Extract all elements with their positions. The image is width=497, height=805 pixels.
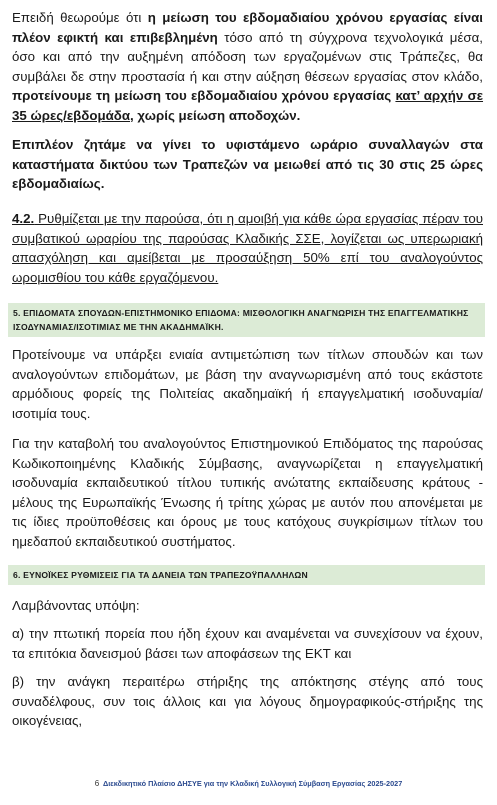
paragraph-reduction-working-time: Επειδή θεωρούμε ότι η μείωση του εβδομαδιαίου χρόνου εργασίας είναι πλέον εφικτή και επιβεβλημένη τόσο από τη σύγχρονα τεχνολογικά μέσα, όσο και από την αυξημένη απόδοση των εργαζομένων στις Τράπεζες, θα συμβάλει δε στην προστασία ή και στην αύξηση θέσεων εργασίας στον κλάδο, προτείνουμε τη μείωση του εβδομαδιαίου χρόνου εργασίας κατ’ αρχήν σε 35 ώρες/εβδομάδα, χωρίς μείωση αποδοχών. <box>12 10 484 123</box>
paragraph-section6-intro: Λαμβάνοντας υπόψη: <box>12 598 140 613</box>
paragraph-transaction-hours: Επιπλέον ζητάμε να γίνει το υφιστάμενο ωράριο συναλλαγών στα καταστήματα δικτύου των Τραπεζών να μειωθεί από τις 30 στις 25 ώρες εβδομαδιαίως. <box>12 137 483 191</box>
paragraph-section6-a: α) την πτωτική πορεία που ήδη έχουν και αναμένεται να συνεχίσουν να έχουν, τα επιτόκια δανεισμού βάσει των αποφάσεων της ΕΚΤ και <box>12 626 483 661</box>
page-number: 6 <box>94 779 100 788</box>
section-header-6: 6. ΕΥΝΟΪΚΕΣ ΡΥΘΜΙΣΕΙΣ ΓΙΑ ΤΑ ΔΑΝΕΙΑ ΤΩΝ ΤΡΑΠΕΖΟΫΠΑΛΛΗΛΩΝ <box>8 565 485 585</box>
paragraph-section5-1: Προτείνουμε να υπάρξει ενιαία αντιμετώπιση των τίτλων σπουδών και των αναλογούντων επιδομάτων, με βάση την αναγνωρισμένη από τους εκάστοτε αρμόδιους φορείς της Πολιτείας ακαδημαϊκή ή επαγγελματική ισοδυναμία/ισοτιμία τους. <box>12 347 483 421</box>
paragraph-overtime: 4.2. Ρυθμίζεται με την παρούσα, ότι η αμοιβή για κάθε ώρα εργασίας πέραν του συμβατικού ωραρίου της παρούσας Κλαδικής ΣΣΕ, λογίζεται ως υπερωριακή απασχόληση και αμείβεται με προσαύξηση 50% επί του αναλογούντος ωρομισθίου του κάθε εργαζόμενου. <box>12 211 483 285</box>
page-footer <box>0 779 497 788</box>
paragraph-section5-2: Για την καταβολή του αναλογούντος Επιστημονικού Επιδόματος της παρούσας Κωδικοποιημένης Κλαδικής Σύμβασης, αναγνωρίζεται η επαγγελματική ισοδυναμία εκπαιδευτικού τίτλου τυπικής ανώτατης εκπαίδευσης κράτους - μέλους της Ευρωπαϊκής Ένωσης ή τρίτης χώρας με αυτόν που απονέμεται με τις ίδιες προϋποθέσεις και όρους με τους κατόχους συγκρίσιμων τίτλων του ημεδαπού εκπαιδευτικού συστήματος. <box>12 436 483 549</box>
clause-number: 4.2. <box>12 211 35 226</box>
section-header-5: 5. ΕΠΙΔΟΜΑΤΑ ΣΠΟΥΔΩΝ-ΕΠΙΣΤΗΜΟΝΙΚΟ ΕΠΙΔΟΜΑ: ΜΙΣΘΟΛΟΓΙΚΗ ΑΝΑΓΝΩΡΙΣΗ ΤΗΣ ΕΠΑΓΓΕΛΜΑΤΙΚΗΣ ΙΣΟΔΥΝΑΜΙΑΣ/ΙΣΟΤΙΜΙΑΣ ΜΕ ΤΗΝ ΑΚΑΔΗΜΑΪΚΗ. <box>8 303 485 337</box>
paragraph-section6-b: β) την ανάγκη περαιτέρω στήριξης της απόκτησης στέγης από τους συναδέλφους, συν τοις άλλοις και για λόγους δημογραφικούς-στήριξης της οικογένειας, <box>12 674 483 728</box>
footer-text: Διεκδικητικό Πλαίσιο ΔΗΣΥΕ για την Κλαδική Συλλογική Σύμβαση Εργασίας 2025-2027 <box>102 779 403 788</box>
